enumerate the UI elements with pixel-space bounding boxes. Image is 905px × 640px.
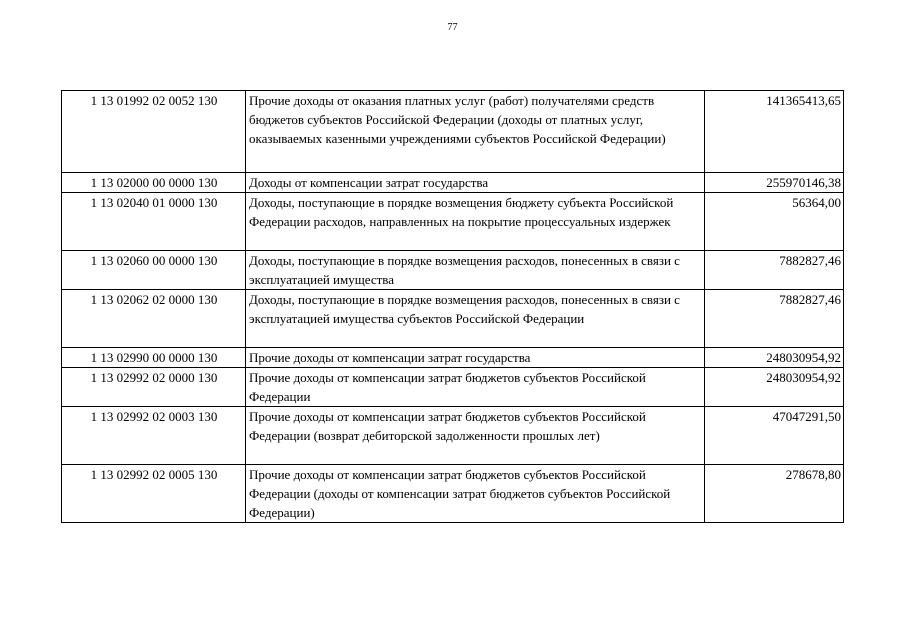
table-row: [62, 348, 844, 368]
table-row: [62, 368, 844, 407]
revenue-amount: 7882827,46: [705, 251, 844, 290]
revenue-description: Доходы, поступающие в порядке возмещения расходов, понесенных в связи с эксплуатацией имущества субъектов Российской Федерации: [246, 290, 705, 348]
revenue-description: Прочие доходы от оказания платных услуг (работ) получателями средств бюджетов субъектов Российской Федерации (доходы от платных услуг, оказываемых казенными учреждениями субъектов Российской Федерации): [246, 91, 705, 173]
budget-code: 1 13 02992 02 0003 130: [62, 407, 246, 465]
table-row: [62, 290, 844, 348]
revenue-amount: 56364,00: [705, 193, 844, 251]
budget-code: 1 13 02040 01 0000 130: [62, 193, 246, 251]
budget-code: 1 13 01992 02 0052 130: [62, 91, 246, 173]
table-row: [62, 193, 844, 251]
revenue-description: Доходы, поступающие в порядке возмещения бюджету субъекта Российской Федерации расходов, направленных на покрытие процессуальных издержек: [246, 193, 705, 251]
table-row: [62, 91, 844, 173]
budget-code: 1 13 02062 02 0000 130: [62, 290, 246, 348]
revenue-description: Прочие доходы от компенсации затрат бюджетов субъектов Российской Федерации (доходы от компенсации затрат бюджетов субъектов Российской Федерации): [246, 465, 705, 523]
table-row: [62, 251, 844, 290]
revenue-amount: 255970146,38: [705, 173, 844, 193]
budget-code: 1 13 02000 00 0000 130: [62, 173, 246, 193]
table-row: [62, 465, 844, 523]
page-number: 77: [447, 22, 458, 33]
revenue-description: Прочие доходы от компенсации затрат бюджетов субъектов Российской Федерации: [246, 368, 705, 407]
budget-code: 1 13 02060 00 0000 130: [62, 251, 246, 290]
table-row: [62, 407, 844, 465]
revenue-description: Прочие доходы от компенсации затрат бюджетов субъектов Российской Федерации (возврат дебиторской задолженности прошлых лет): [246, 407, 705, 465]
budget-code: 1 13 02990 00 0000 130: [62, 348, 246, 368]
revenue-description: Доходы, поступающие в порядке возмещения расходов, понесенных в связи с эксплуатацией имущества: [246, 251, 705, 290]
revenue-table: [61, 90, 844, 523]
table-row: [62, 173, 844, 193]
revenue-amount: 248030954,92: [705, 368, 844, 407]
revenue-amount: 248030954,92: [705, 348, 844, 368]
revenue-amount: 141365413,65: [705, 91, 844, 173]
revenue-amount: 7882827,46: [705, 290, 844, 348]
revenue-amount: 47047291,50: [705, 407, 844, 465]
revenue-description: Прочие доходы от компенсации затрат государства: [246, 348, 705, 368]
budget-code: 1 13 02992 02 0000 130: [62, 368, 246, 407]
revenue-amount: 278678,80: [705, 465, 844, 523]
budget-code: 1 13 02992 02 0005 130: [62, 465, 246, 523]
revenue-description: Доходы от компенсации затрат государства: [246, 173, 705, 193]
